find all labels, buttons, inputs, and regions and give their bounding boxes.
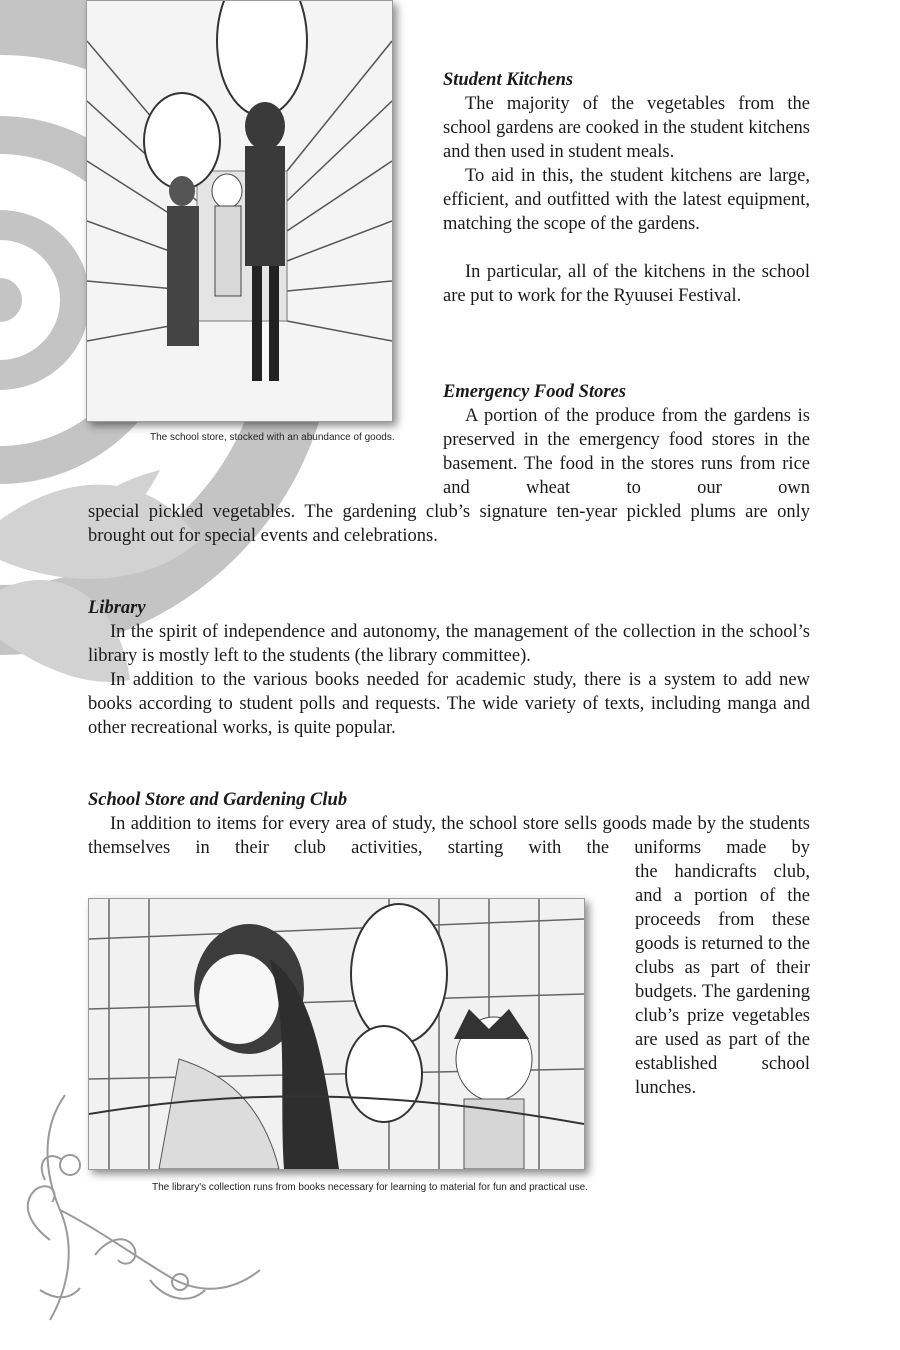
section-heading-school-store: School Store and Gardening Club <box>88 790 348 810</box>
figure-caption-library: The library's collection runs from books necessary for learning to material for fun and practical use. <box>152 1182 588 1193</box>
paragraph-emergency-1b: special pickled vegetables. The gardening club’s signature ten-year pickled plums are only brought out for special events and celebrations. <box>88 502 810 546</box>
section-heading-emergency-food: Emergency Food Stores <box>443 382 626 402</box>
paragraph-kitchens-1: The majority of the vegetables from the school gardens are cooked in the student kitchens and then used in student meals. <box>443 94 810 162</box>
school-store-illustration <box>86 0 393 422</box>
store-panel-art <box>87 1 392 421</box>
paragraph-library-1: In the spirit of independence and autonomy, the management of the collection in the school’s library is mostly left to the students (the library committee). <box>88 622 810 666</box>
student-figure-cat-ears <box>212 174 242 296</box>
section-heading-student-kitchens: Student Kitchens <box>443 70 574 90</box>
paragraph-store-1b: the handicrafts club, and a portion of the proceeds from these goods is returned to the clubs as part of their budgets. The gardening club’s prize vegetables are used as part of the established school lunches. <box>635 862 810 1098</box>
paragraph-emergency-1a: A portion of the produce from the gardens is preserved in the emergency food stores in the basement. The food in the stores runs from rice and wheat to our own <box>443 406 810 498</box>
library-illustration <box>88 898 585 1170</box>
figure-caption-store: The school store, stocked with an abundance of goods. <box>150 432 395 443</box>
library-panel-art <box>89 899 584 1169</box>
paragraph-kitchens-2: To aid in this, the student kitchens are large, efficient, and outfitted with the latest equipment, matching the scope of the gardens. <box>443 166 810 234</box>
paragraph-store-1a: In addition to items for every area of study, the school store sells goods made by the students themselves in their club activities, starting with the uniforms made by <box>88 814 810 858</box>
section-heading-library: Library <box>88 598 146 618</box>
paragraph-kitchens-3: In particular, all of the kitchens in the school are put to work for the Ryuusei Festival. <box>443 262 810 306</box>
paragraph-library-2: In addition to the various books needed for academic study, there is a system to add new books according to student polls and requests. The wide variety of texts, including manga and other recreational works, is quite popular. <box>88 670 810 738</box>
